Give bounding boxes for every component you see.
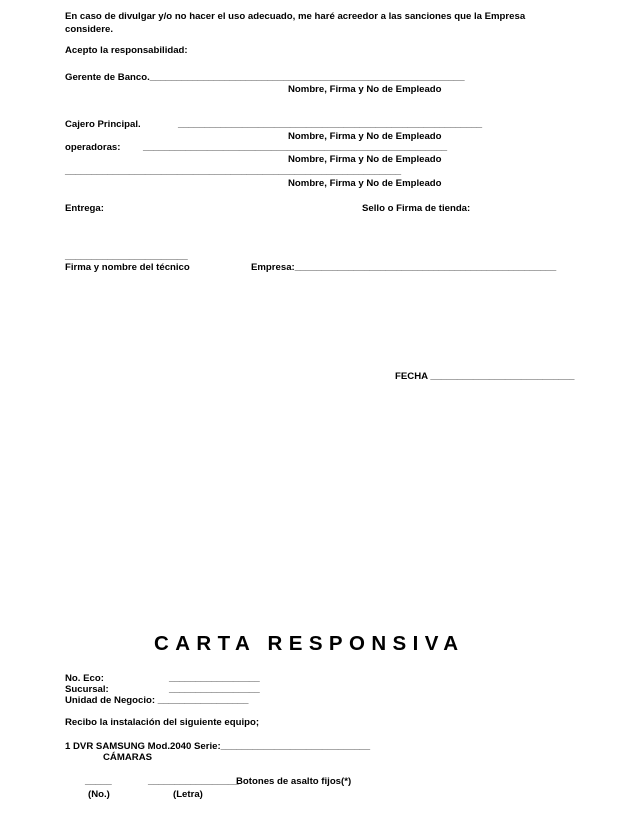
tecnico-signature-line: _______________________: [65, 251, 188, 262]
blank-signature-line: _______________________________________________________________: [65, 166, 402, 177]
botones-no-line: _____: [85, 776, 112, 787]
acepto-text: Acepto la responsabilidad:: [65, 45, 188, 56]
no-caption: (No.): [88, 789, 110, 800]
sello-label: Sello o Firma de tienda:: [362, 203, 471, 214]
botones-text: Botones de asalto fijos(*): [236, 776, 352, 787]
firma-caption-gerente: Nombre, Firma y No de Empleado: [288, 84, 442, 95]
firma-caption-cajero: Nombre, Firma y No de Empleado: [288, 131, 442, 142]
operadoras-label: operadoras:: [65, 142, 121, 153]
gerente-signature-line: Gerente de Banco.___________________________________________________________: [65, 72, 465, 83]
botones-letra-line: _________________: [148, 776, 239, 787]
fecha-line: FECHA ___________________________: [395, 371, 575, 382]
no-eco-line: _________________: [169, 673, 260, 684]
cajero-signature-line: _________________________________________________________: [178, 119, 483, 130]
intro-line-1: En caso de divulgar y/o no hacer el uso adecuado, me haré acreedor a las sanciones que la Empresa: [65, 11, 526, 22]
dvr-line: 1 DVR SAMSUNG Mod.2040 Serie:____________________________: [65, 741, 371, 752]
camaras-label: CÁMARAS: [103, 752, 153, 763]
sucursal-label: Sucursal:: [65, 684, 109, 695]
sucursal-line: _________________: [169, 684, 260, 695]
recibo-text: Recibo la instalación del siguiente equipo;: [65, 717, 260, 728]
empresa-signature-line: Empresa:_________________________________________________: [251, 262, 557, 273]
operadoras-signature-line: _________________________________________________________: [143, 142, 448, 153]
entrega-label: Entrega:: [65, 203, 104, 214]
cajero-label: Cajero Principal.: [65, 119, 141, 130]
firma-caption-blank: Nombre, Firma y No de Empleado: [288, 178, 442, 189]
letra-caption: (Letra): [173, 789, 203, 800]
tecnico-label: Firma y nombre del técnico: [65, 262, 190, 273]
no-eco-label: No. Eco:: [65, 673, 104, 684]
document-title: CARTA RESPONSIVA: [154, 632, 465, 655]
firma-caption-operadoras: Nombre, Firma y No de Empleado: [288, 154, 442, 165]
intro-line-2: considere.: [65, 24, 113, 35]
unidad-negocio-line: Unidad de Negocio: _________________: [65, 695, 249, 706]
